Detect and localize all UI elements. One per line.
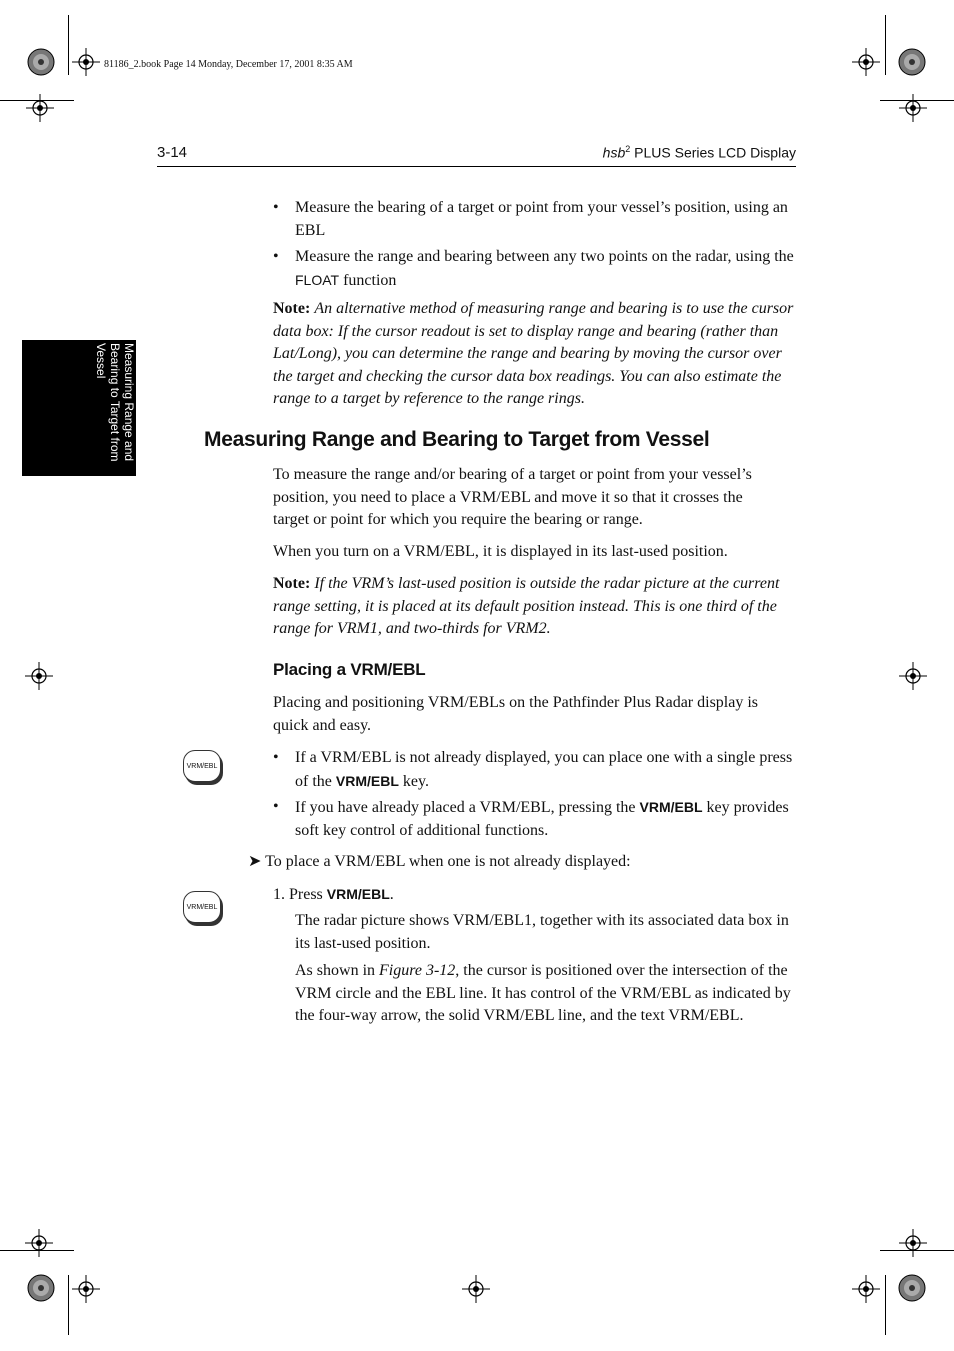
paragraph-last-used: When you turn on a VRM/EBL, it is displayed in its last-used position. — [273, 543, 728, 560]
note-cursor-data-box — [273, 298, 799, 411]
paragraph-intro: To measure the range and/or bearing of a target or point from your vessel’s position, you need to place a VRM/EBL and move it so that it crosses the target or point for which you require the bearing or range. — [273, 466, 752, 528]
step-1-result: The radar picture shows VRM/EBL1, together with its associated data box in its last-used position. — [295, 912, 789, 952]
vrm-ebl-key: VRM/EBL — [639, 799, 703, 815]
note2-text: If the VRM’s last-used position is outside the radar picture at the current range setting, it is placed at its default position instead. This is one third of the range for VRM1, and two-thirds for VRM2. — [273, 575, 780, 637]
float-key: FLOAT — [295, 271, 340, 288]
paragraph-placing: Placing and positioning VRM/EBLs on the Pathfinder Plus Radar display is quick and easy. — [273, 694, 759, 734]
intro-bullet-2-tail: function — [339, 271, 397, 289]
step-1 — [273, 883, 798, 907]
page-number: 3-14 — [157, 144, 188, 161]
note-label: Note: — [273, 300, 311, 317]
step-1-text: Press — [289, 886, 327, 903]
step-1-tail: . — [389, 886, 394, 903]
vrm-bullet-1-text: If a VRM/EBL is not already displayed, you can place one with a single press of the — [295, 749, 793, 790]
side-tab-label: Measuring Range and Bearing to Target from Vessel — [94, 343, 136, 462]
vrm-bullet-2-tail: key provides soft key control of additional functions. — [295, 799, 789, 839]
vrm-ebl-key-icon: VRM/EBL — [183, 750, 221, 782]
note-default-position — [273, 573, 797, 641]
intro-bullet-2-text: Measure the range and bearing between any two points on the radar, using the — [295, 248, 794, 265]
header-rule — [157, 166, 796, 167]
vrm-bullet-1: • If a VRM/EBL is not already displayed, you can place one with a single press of the VRM/EBL key. — [273, 749, 793, 790]
procedure-text: To place a VRM/EBL when one is not already displayed: — [265, 853, 631, 870]
subheading-placing-vrm-ebl: Placing a VRM/EBL — [273, 660, 426, 679]
note-text: An alternative method of measuring range and bearing is to use the cursor data box: If the cursor readout is set to display range and bearing (rather than Lat/Long), you can determine the range and bearing by moving the cursor over the target and checking the cursor data box readings. You can also estimate the range to a target by reference to the range rings. — [273, 300, 794, 407]
vrm-ebl-key: VRM/EBL — [335, 772, 399, 789]
procedure-heading — [248, 851, 798, 874]
vrm-bullet-2-text: If you have already placed a VRM/EBL, pressing the — [295, 799, 640, 816]
figure-note-tail: , the cursor is positioned over the intersection of the VRM circle and the EBL line. It has control of the VRM/EBL as indicated by the four-way arrow, the solid VRM/EBL line, and the text VRM/EBL. — [295, 962, 791, 1024]
vrm-bullet-2: • If you have already placed a VRM/EBL, pressing the VRM/EBL key provides soft key control of additional functions. — [273, 798, 789, 839]
intro-bullet-1-text: Measure the bearing of a target or point from your vessel’s position, using an EBL — [295, 199, 788, 239]
figure-reference[interactable]: Figure 3-12 — [379, 962, 456, 979]
print-slug: 81186_2.book Page 14 Monday, December 17, 2001 8:35 AM — [104, 59, 353, 70]
figure-note-text: As shown in — [295, 962, 380, 979]
step-number: 1. — [273, 886, 285, 903]
vrm-ebl-key-icon: VRM/EBL — [183, 891, 221, 923]
section-heading: Measuring Range and Bearing to Target from Vessel — [204, 428, 710, 451]
intro-bullet-1: • Measure the bearing of a target or point from your vessel’s position, using an EBL — [273, 199, 788, 239]
header-title-suffix: PLUS Series LCD Display — [630, 144, 796, 161]
procedure-arrow-icon: ➤ — [248, 853, 262, 870]
intro-bullet-2: • Measure the range and bearing between any two points on the radar, using the FLOAT function — [273, 248, 794, 289]
header-title-prefix: hsb — [602, 144, 626, 161]
header-title-superscript: 2 — [625, 144, 631, 154]
vrm-bullet-1-tail: key. — [398, 772, 429, 790]
note2-label: Note: — [273, 575, 311, 592]
running-header — [603, 144, 796, 161]
vrm-ebl-key: VRM/EBL — [326, 886, 390, 902]
step-1-figure-note — [295, 960, 795, 1028]
